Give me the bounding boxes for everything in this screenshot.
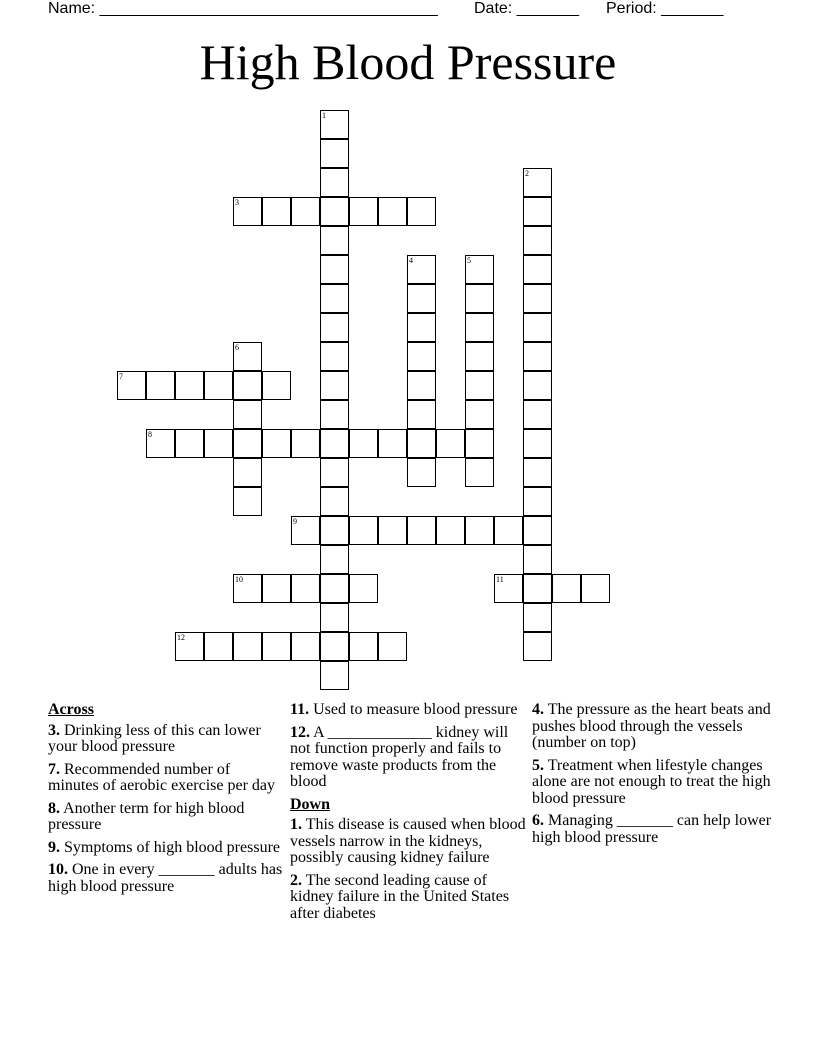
grid-cell[interactable] [378, 429, 407, 458]
puzzle-title: High Blood Pressure [199, 34, 617, 90]
grid-cell[interactable] [465, 255, 494, 284]
grid-cell[interactable] [291, 632, 320, 661]
grid-cell[interactable] [407, 284, 436, 313]
grid-cell[interactable] [291, 516, 320, 545]
across-clue-11: 11. Used to measure blood pressure [290, 701, 518, 718]
grid-cell[interactable] [523, 226, 552, 255]
grid-cell[interactable] [233, 458, 262, 487]
grid-cell[interactable] [262, 574, 291, 603]
grid-cell[interactable] [320, 458, 349, 487]
grid-cell[interactable] [320, 139, 349, 168]
clue-number-label: 3 [235, 198, 239, 207]
grid-cell[interactable] [175, 371, 204, 400]
clue-number-label: 1 [322, 111, 326, 120]
across-clue-9: 9. Symptoms of high blood pressure [48, 838, 280, 856]
grid-cell[interactable] [465, 342, 494, 371]
grid-cell[interactable] [523, 516, 552, 545]
grid-cell[interactable] [320, 226, 349, 255]
clue-number-label: 2 [525, 169, 529, 178]
down-clue-5: 5. Treatment when lifestyle changes alone are not enough to treat the high blood pressure [532, 756, 771, 807]
down-clue-1: 1. This disease is caused when blood vessels narrow in the kidneys, possibly causing kidney failure [290, 816, 526, 866]
grid-cell[interactable] [407, 458, 436, 487]
across-clue-12: 12. A _____________ kidney will not function properly and fails to remove waste products from the blood [290, 723, 509, 790]
down-clue-2: 2. The second leading cause of kidney failure in the United States after diabetes [290, 871, 510, 922]
grid-cell[interactable] [320, 574, 349, 603]
grid-cell[interactable] [117, 371, 146, 400]
grid-cell[interactable] [552, 574, 581, 603]
grid-cell[interactable] [320, 197, 349, 226]
grid-cell[interactable] [204, 632, 233, 661]
grid-cell[interactable] [233, 342, 262, 371]
grid-cell[interactable] [407, 429, 436, 458]
grid-cell[interactable] [320, 255, 349, 284]
grid-cell[interactable] [233, 429, 262, 458]
grid-cell[interactable] [291, 429, 320, 458]
grid-cell[interactable] [523, 255, 552, 284]
grid-cell[interactable] [320, 400, 349, 429]
grid-cell[interactable] [233, 400, 262, 429]
grid-cell[interactable] [407, 371, 436, 400]
grid-cell[interactable] [523, 197, 552, 226]
grid-cell[interactable] [320, 110, 349, 139]
grid-cell[interactable] [320, 516, 349, 545]
grid-cell[interactable] [407, 400, 436, 429]
grid-cell[interactable] [320, 603, 349, 632]
across-clue-7: 7. Recommended number of minutes of aerobic exercise per day [48, 760, 276, 794]
across-clue-8: 8. Another term for high blood pressure [48, 799, 245, 833]
clue-number-label: 11 [496, 575, 504, 584]
grid-cell[interactable] [146, 371, 175, 400]
grid-cell[interactable] [233, 197, 262, 226]
grid-cell[interactable] [320, 429, 349, 458]
name-field[interactable]: Name: ______________________________________ [48, 0, 438, 17]
across-clue-3: 3. Drinking less of this can lower your blood pressure [48, 721, 261, 755]
grid-cell[interactable] [523, 574, 552, 603]
grid-cell[interactable] [523, 603, 552, 632]
grid-cell[interactable] [349, 429, 378, 458]
grid-cell[interactable] [523, 632, 552, 661]
across-heading: Across [48, 701, 94, 718]
grid-cell[interactable] [523, 400, 552, 429]
grid-cell[interactable] [175, 429, 204, 458]
period-field[interactable]: Period: _______ [606, 0, 724, 17]
grid-cell[interactable] [233, 487, 262, 516]
clue-number-label: 6 [235, 343, 239, 352]
grid-cell[interactable] [494, 574, 523, 603]
grid-cell[interactable] [523, 487, 552, 516]
grid-cell[interactable] [320, 661, 349, 690]
grid-cell[interactable] [378, 197, 407, 226]
across-clue-10: 10. One in every _______ adults has high blood pressure [48, 861, 283, 895]
grid-cell[interactable] [146, 429, 175, 458]
grid-cell[interactable] [436, 429, 465, 458]
grid-cell[interactable] [407, 342, 436, 371]
grid-cell[interactable] [523, 342, 552, 371]
grid-cell[interactable] [378, 516, 407, 545]
down-clue-4: 4. The pressure as the heart beats and pushes blood through the vessels (number on top) [532, 701, 771, 751]
grid-cell[interactable] [233, 574, 262, 603]
grid-cell[interactable] [262, 371, 291, 400]
grid-cell[interactable] [320, 487, 349, 516]
grid-cell[interactable] [349, 632, 378, 661]
clue-number-label: 5 [467, 256, 471, 265]
grid-cell[interactable] [465, 516, 494, 545]
grid-cell[interactable] [523, 371, 552, 400]
grid-cell[interactable] [407, 313, 436, 342]
grid-cell[interactable] [262, 632, 291, 661]
grid-cell[interactable] [233, 371, 262, 400]
grid-cell[interactable] [436, 516, 465, 545]
date-field[interactable]: Date: _______ [474, 0, 579, 17]
grid-cell[interactable] [349, 574, 378, 603]
grid-cell[interactable] [465, 400, 494, 429]
grid-cell[interactable] [349, 516, 378, 545]
grid-cell[interactable] [320, 545, 349, 574]
grid-cell[interactable] [320, 313, 349, 342]
grid-cell[interactable] [523, 458, 552, 487]
grid-cell[interactable] [407, 255, 436, 284]
grid-cell[interactable] [581, 574, 610, 603]
clues-column-3 [532, 702, 772, 852]
clue-number-label: 7 [119, 372, 123, 381]
grid-cell[interactable] [523, 313, 552, 342]
grid-cell[interactable] [523, 168, 552, 197]
clue-number-label: 10 [235, 575, 243, 584]
grid-cell[interactable] [407, 516, 436, 545]
grid-cell[interactable] [465, 284, 494, 313]
grid-cell[interactable] [262, 429, 291, 458]
grid-cell[interactable] [407, 197, 436, 226]
down-clue-6: 6. Managing _______ can help lower high blood pressure [532, 812, 772, 846]
grid-cell[interactable] [320, 168, 349, 197]
grid-cell[interactable] [320, 371, 349, 400]
clue-number-label: 12 [177, 633, 185, 642]
grid-cell[interactable] [204, 429, 233, 458]
grid-cell[interactable] [291, 197, 320, 226]
grid-cell[interactable] [262, 197, 291, 226]
grid-cell[interactable] [465, 371, 494, 400]
grid-cell[interactable] [204, 371, 233, 400]
grid-cell[interactable] [465, 458, 494, 487]
clue-number-label: 4 [409, 256, 413, 265]
clues-column-2 [290, 702, 526, 928]
grid-cell[interactable] [291, 574, 320, 603]
grid-cell[interactable] [320, 284, 349, 313]
down-heading: Down [290, 795, 331, 813]
grid-cell[interactable] [523, 545, 552, 574]
grid-cell[interactable] [233, 632, 262, 661]
clue-number-label: 9 [293, 517, 297, 526]
grid-cell[interactable] [349, 197, 378, 226]
clue-number-label: 8 [148, 430, 152, 439]
grid-cell[interactable] [465, 313, 494, 342]
grid-cell[interactable] [494, 516, 523, 545]
grid-cell[interactable] [320, 632, 349, 661]
grid-cell[interactable] [378, 632, 407, 661]
grid-cell[interactable] [523, 429, 552, 458]
grid-cell[interactable] [523, 284, 552, 313]
grid-cell[interactable] [175, 632, 204, 661]
clues-column-1 [48, 702, 284, 901]
grid-cell[interactable] [320, 342, 349, 371]
grid-cell[interactable] [465, 429, 494, 458]
